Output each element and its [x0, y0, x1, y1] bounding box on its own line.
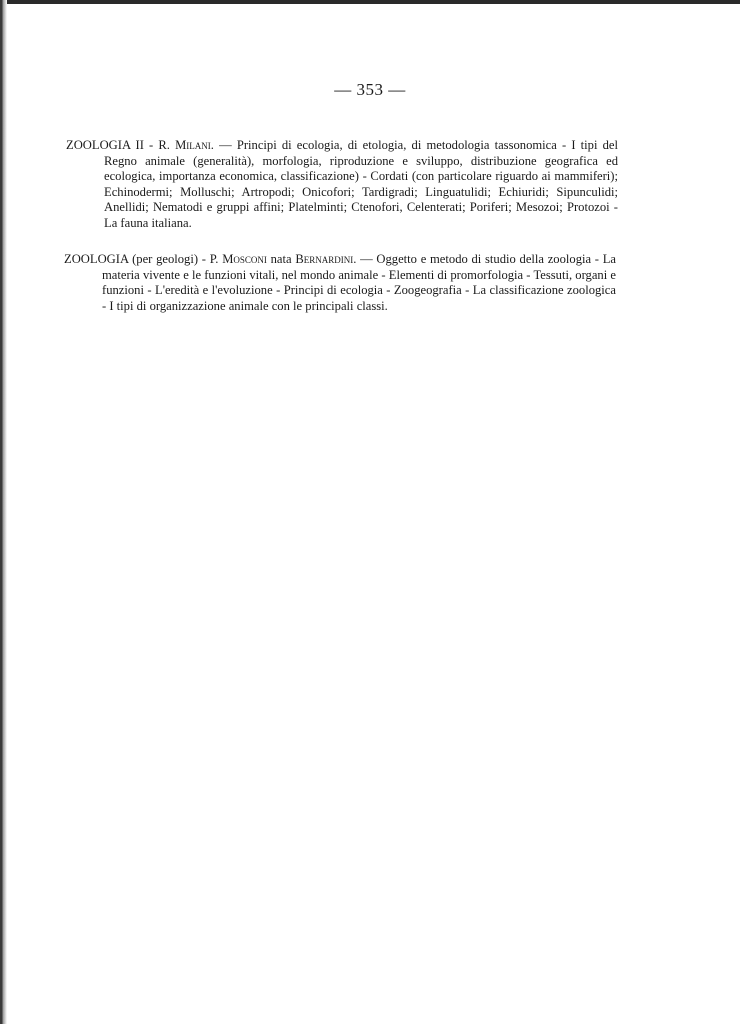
instructor-initial: R.	[158, 138, 170, 152]
separator: -	[143, 138, 159, 152]
course-title: ZOOLOGIA (per geologi)	[64, 252, 199, 266]
course-entry-zoologia-geologi	[64, 252, 616, 314]
instructor-initial: P.	[209, 252, 219, 266]
instructor-surname: Milani	[175, 138, 211, 152]
page-number: — 353 —	[334, 80, 406, 99]
course-entry-zoologia-ii	[66, 138, 618, 231]
separator: . —	[210, 138, 237, 152]
instructor-connector: nata	[266, 252, 296, 266]
separator: -	[198, 252, 210, 266]
separator: . —	[353, 252, 377, 266]
instructor-maiden-name: Bernardini	[295, 252, 354, 266]
course-description: Principi di ecologia, di etologia, di metodologia tassonomica - I tipi del Regno animale (generalità), morfologia, riproduzione e sviluppo, distribuzione geografica ed ecologica, importanza economica, classificazione) - Cordati (con particolare riguardo ai mammiferi); Echinodermi; Molluschi; Artropodi; Onicofori; Tardigradi; Linguatulidi; Echiuridi; Sipunculidi; Anellidi; Nematodi e gruppi affini; Platelminti; Ctenofori, Celenterati; Poriferi; Mesozoi; Protozoi - La fauna italiana.	[104, 138, 618, 230]
course-description: Oggetto e metodo di studio della zoologia - La materia vivente e le funzioni vitali, nel mondo animale - Elementi di promorfologia - Tessuti, organi e funzioni - L'eredità e l'evoluzione - Principi di ecologia - Zoogeografia - La classificazione zoologica - I tipi di organizzazione animale con le principali classi.	[102, 252, 616, 313]
scan-left-edge	[0, 0, 7, 1024]
instructor-surname: Mosconi	[222, 252, 267, 266]
scan-top-edge	[0, 0, 740, 4]
course-title: ZOOLOGIA II	[66, 138, 144, 152]
